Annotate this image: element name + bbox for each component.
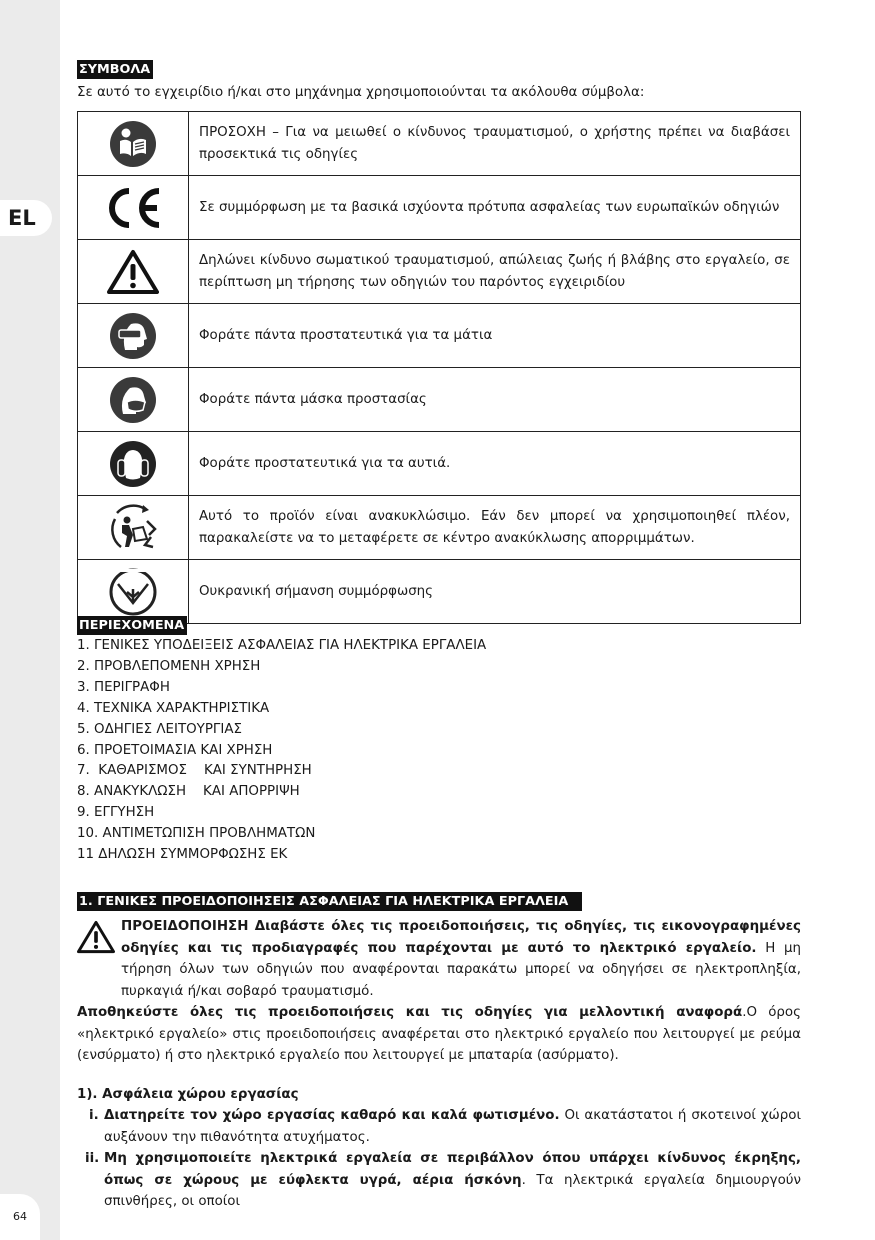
toc-item: 1. ΓΕΝΙΚΕΣ ΥΠΟΔΕΙΞΕΙΣ ΑΣΦΑΛΕΙΑΣ ΓΙΑ ΗΛΕΚΤΡΙΚΑ ΕΡΓΑΛΕΙΑ: [77, 638, 487, 653]
symbol-description: Φοράτε προστατευτικά για τα αυτιά.: [189, 432, 801, 496]
symbol-row: [78, 560, 801, 624]
toc-item: 11 ΔΗΛΩΣΗ ΣΥΜΜΟΡΦΩΣΗΣ ΕΚ: [77, 847, 288, 863]
keep-instructions-paragraph: [77, 1002, 801, 1067]
page-sidebar: [0, 0, 60, 1240]
symbol-row: [78, 304, 801, 368]
symbol-row: [78, 112, 801, 176]
toc-item: 4. ΤΕΧΝΙΚΑ ΧΑΡΑΚΤΗΡΙΣΤΙΚΑ: [77, 700, 270, 716]
item-label: ii.: [85, 1151, 100, 1166]
toc-item: 5. ΟΔΗΓΙΕΣ ΛΕΙΤΟΥΡΓΙΑΣ: [77, 721, 242, 737]
warning-triangle-icon: [107, 249, 159, 295]
symbol-description: Αυτό το προϊόν είναι ανακυκλώσιμο. Εάν δεν μπορεί να χρησιμοποιηθεί πλέον, παρακαλείστε να το μεταφέρετε σε κέντρο ανακύκλωσης απορριμμάτων.: [189, 496, 801, 560]
ce-mark-icon: [101, 186, 165, 230]
page-number: 64: [0, 1194, 40, 1240]
toc-item: 3. ΠΕΡΙΓΡΑΦΗ: [77, 679, 170, 695]
symbol-description: Φοράτε πάντα μάσκα προστασίας: [189, 368, 801, 432]
toc-item: 2. ΠΡΟΒΛΕΠΟΜΕΝΗ ΧΡΗΣΗ: [77, 658, 261, 674]
symbols-intro: Σε αυτό το εγχειρίδιο ή/και στο μηχάνημα χρησιμοποιούνται τα ακόλουθα σύμβολα:: [77, 85, 645, 100]
safety-heading: 1. ΓΕΝΙΚΕΣ ΠΡΟΕΙΔΟΠΟΙΗΣΕΙΣ ΑΣΦΑΛΕΙΑΣ ΓΙΑ ΗΛΕΚΤΡΙΚΑ ΕΡΓΑΛΕΙΑ: [77, 892, 582, 911]
recycle-icon: [107, 503, 159, 553]
item-label: i.: [89, 1108, 99, 1123]
symbol-description: Δηλώνει κίνδυνο σωματικού τραυματισμού, απώλειας ζωής ή βλάβης στο εργαλείο, σε περίπτωση μη τήρησης των οδηγιών του παρόντος εγχειριδίου: [189, 240, 801, 304]
symbols-heading: ΣΥΜΒΟΛΑ: [77, 60, 153, 79]
toc-item: 10. ΑΝΤΙΜΕΤΩΠΙΣΗ ΠΡΟΒΛΗΜΑΤΩΝ: [77, 826, 316, 842]
mask-icon: [109, 376, 157, 424]
eye-protection-icon: [109, 312, 157, 360]
symbol-row: [78, 496, 801, 560]
symbol-description: ΠΡΟΣΟΧΗ – Για να μειωθεί ο κίνδυνος τραυματισμού, ο χρήστης πρέπει να διαβάσει προσεκτικά τις οδηγίες: [189, 112, 801, 176]
item-rest-text: Οι ακατάστατοι ή σκοτεινοί χώροι αυξάνουν την πιθανότητα ατυχήματος.: [104, 1108, 801, 1145]
symbol-description: Σε συμμόρφωση με τα βασικά ισχύοντα πρότυπα ασφαλείας των ευρωπαϊκών οδηγιών: [189, 176, 801, 240]
item-rest-text: . Τα ηλεκτρικά εργαλεία δημιουργούν σπινθήρες, οι οποίοι: [104, 1172, 801, 1209]
warning-triangle-icon: [77, 920, 115, 954]
ukrainian-mark-icon: [108, 567, 158, 617]
toc-item: 9. ΕΓΓΥΗΣΗ: [77, 805, 155, 821]
symbol-row: [78, 432, 801, 496]
symbol-description: Φοράτε πάντα προστατευτικά για τα μάτια: [189, 304, 801, 368]
item-text: [104, 1105, 801, 1148]
item-bold-text: Μη χρησιμοποιείτε ηλεκτρικά εργαλεία σε περιβάλλον όπου υπάρχει κίνδυνος έκρηξης, όπως σε χώρους με εύφλεκτα υγρά, αέρια ήσκόνη: [104, 1151, 801, 1188]
language-tab: EL: [0, 200, 52, 236]
symbol-description: Ουκρανική σήμανση συμμόρφωσης: [189, 560, 801, 624]
contents-heading: ΠΕΡΙΕΧΟΜΕΝΑ: [77, 616, 187, 635]
symbols-table: [77, 111, 801, 624]
warning-text: [121, 916, 801, 1002]
item-bold-text: Διατηρείτε τον χώρο εργασίας καθαρό και καλά φωτισμένο.: [104, 1108, 560, 1123]
symbol-row: [78, 368, 801, 432]
toc-item: 6. ΠΡΟΕΤΟΙΜΑΣΙΑ ΚΑΙ ΧΡΗΣΗ: [77, 742, 273, 758]
toc-item: 8. ΑΝΑΚΥΚΛΩΣΗ ΚΑΙ ΑΠΟΡΡΙΨΗ: [77, 784, 300, 800]
symbol-row: [78, 240, 801, 304]
symbol-row: [78, 176, 801, 240]
item-text: [104, 1148, 801, 1213]
read-manual-icon: [109, 120, 157, 168]
keep-rest-text: .Ο όρος «ηλεκτρικό εργαλείο» στις προειδοποιήσεις αναφέρεται στο ηλεκτρικό εργαλείο που λειτουργεί με ρεύμα (ενσύρματο) ή στο ηλεκτρικό εργαλείο που λειτουργεί με μπαταρία (ασύρματο).: [77, 1005, 801, 1063]
workspace-subheading: 1). Ασφάλεια χώρου εργασίας: [77, 1087, 299, 1102]
keep-bold-text: Αποθηκεύστε όλες τις προειδοποιήσεις και τις οδηγίες για μελλοντική αναφορά: [77, 1005, 743, 1020]
toc-item: 7. ΚΑΘΑΡΙΣΜΟΣ ΚΑΙ ΣΥΝΤΗΡΗΣΗ: [77, 763, 312, 779]
warning-bold-text: ΠΡΟΕΙΔΟΠΟΙΗΣΗ Διαβάστε όλες τις προειδοποιήσεις, τις οδηγίες, τις εικονογραφημένες οδηγίες και τις προδιαγραφές που παρέχονται με αυτό το ηλεκτρικό εργαλείο.: [121, 919, 801, 956]
ear-protection-icon: [109, 440, 157, 488]
warning-rest-text: Η μη τήρηση όλων των οδηγιών που αναφέρονται παρακάτω μπορεί να οδηγήσει σε ηλεκτροπληξία, πυρκαγιά ή/και σοβαρό τραυματισμό.: [121, 940, 801, 999]
table-of-contents: [77, 636, 486, 866]
